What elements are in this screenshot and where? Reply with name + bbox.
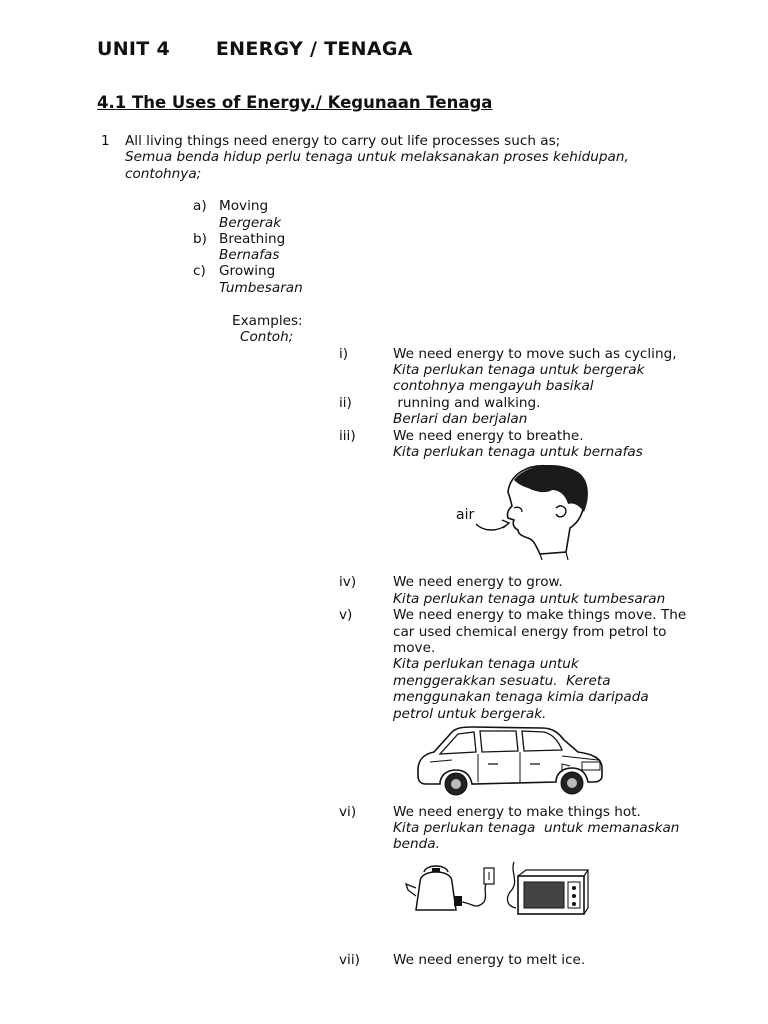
example-text-ms: benda. xyxy=(393,836,440,852)
process-en: Moving xyxy=(219,198,269,214)
process-ms: Tumbesaran xyxy=(219,280,303,296)
unit-heading xyxy=(97,38,413,60)
process-ms: Bernafas xyxy=(219,247,280,263)
example-text: We need energy to make things hot. xyxy=(393,804,641,820)
example-marker: iii) xyxy=(339,428,356,444)
breathing-air-label: air xyxy=(456,507,475,523)
breathing-head-illustration xyxy=(448,462,593,560)
example-marker: i) xyxy=(339,346,349,362)
unit-title: ENERGY / TENAGA xyxy=(215,38,413,60)
examples-label: Examples: xyxy=(232,313,303,329)
process-ms: Bergerak xyxy=(219,215,282,231)
example-marker: vi) xyxy=(339,804,357,820)
example-marker: iv) xyxy=(339,574,357,590)
example-text: move. xyxy=(393,640,436,656)
process-marker: c) xyxy=(193,263,206,279)
example-text: car used chemical energy from petrol to xyxy=(393,624,667,640)
question-text-ms: Semua benda hidup perlu tenaga untuk melaksanakan proses kehidupan, xyxy=(125,149,629,165)
example-text: We need energy to move such as cycling, xyxy=(393,346,677,362)
section-heading: 4.1 The Uses of Energy./ Kegunaan Tenaga xyxy=(97,93,493,112)
example-text: running and walking. xyxy=(393,395,541,411)
process-marker: b) xyxy=(193,231,207,247)
example-text: We need energy to melt ice. xyxy=(393,952,586,968)
example-marker: v) xyxy=(339,607,353,623)
examples-label-ms: Contoh; xyxy=(240,329,294,345)
example-text-ms: Kita perlukan tenaga untuk memanaskan xyxy=(393,820,680,836)
process-en: Growing xyxy=(219,263,276,279)
example-text-ms: contohnya mengayuh basikal xyxy=(393,378,594,394)
example-text-ms: menggerakkan sesuatu. Kereta xyxy=(393,673,611,689)
example-text-ms: menggunakan tenaga kimia daripada xyxy=(393,689,649,705)
question-text-ms-cont: contohnya; xyxy=(125,166,202,182)
question-number: 1 xyxy=(101,133,110,149)
car-illustration xyxy=(412,724,607,796)
kettle-microwave-illustration xyxy=(402,858,592,920)
example-text: We need energy to make things move. The xyxy=(393,607,687,623)
example-text-ms: Berlari dan berjalan xyxy=(393,411,528,427)
example-text-ms: petrol untuk bergerak. xyxy=(393,706,547,722)
example-text: We need energy to grow. xyxy=(393,574,563,590)
example-text-ms: Kita perlukan tenaga untuk tumbesaran xyxy=(393,591,666,607)
process-marker: a) xyxy=(193,198,207,214)
process-en: Breathing xyxy=(219,231,286,247)
example-marker: ii) xyxy=(339,395,352,411)
example-text-ms: Kita perlukan tenaga untuk xyxy=(393,656,579,672)
example-text-ms: Kita perlukan tenaga untuk bergerak xyxy=(393,362,645,378)
example-marker: vii) xyxy=(339,952,360,968)
question-text-en: All living things need energy to carry out life processes such as; xyxy=(125,133,561,149)
unit-number: UNIT 4 xyxy=(97,38,170,60)
example-text: We need energy to breathe. xyxy=(393,428,584,444)
example-text-ms: Kita perlukan tenaga untuk bernafas xyxy=(393,444,643,460)
